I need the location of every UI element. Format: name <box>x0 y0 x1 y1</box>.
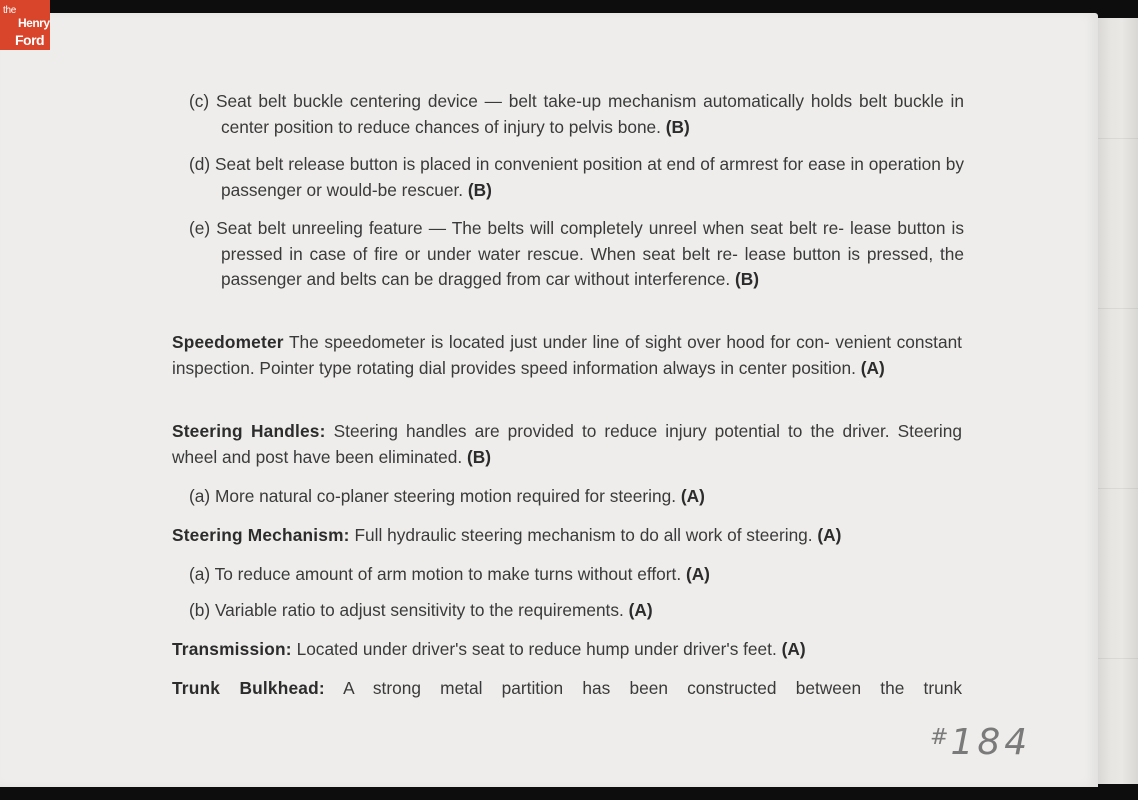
section-text: Full hydraulic steering mechanism to do all work of steering. <box>354 525 813 545</box>
logo-ford: Ford <box>15 32 45 48</box>
section-heading: Steering Handles: <box>172 421 326 441</box>
section-tag: (A) <box>817 525 842 545</box>
section-text: A strong metal partition has been constructed between the trunk <box>343 678 962 698</box>
item-letter: (c) <box>189 91 210 111</box>
henry-ford-logo <box>0 0 50 50</box>
item-tag: (A) <box>628 600 653 620</box>
item-e-seat-belt-unreeling <box>189 216 964 293</box>
item-tag: (B) <box>665 116 690 137</box>
section-heading: Speedometer <box>172 332 284 352</box>
item-text: Seat belt buckle centering device — belt take-up mechanism automatically holds belt buckle in center position to reduce chances of injury to pelvis bone. <box>216 91 964 137</box>
item-text: Seat belt release button is placed in convenient position at end of armrest for ease in operation by passenger or would-be rescuer. <box>215 154 964 200</box>
section-text: The speedometer is located just under line of sight over hood for con- venient constant inspection. Pointer type rotating dial provides speed information always in center position. <box>172 332 962 378</box>
section-text: Steering handles are provided to reduce injury potential to the driver. Steering wheel and post have been eliminated. <box>172 421 962 467</box>
item-c-seat-belt-buckle <box>189 89 964 140</box>
section-trunk-bulkhead <box>172 676 962 702</box>
item-b-variable-ratio <box>189 598 964 624</box>
section-tag: (A) <box>860 357 885 378</box>
item-text: Seat belt unreeling feature — The belts will completely unreel when seat belt re- lease button is pressed in case of fire or under water rescue. When seat belt re- lease button is pressed, the passenger and belts can be dragged from car without interference. <box>216 218 964 289</box>
item-tag: (A) <box>680 486 705 506</box>
page-number-value: 184 <box>950 722 1032 763</box>
section-tag: (A) <box>781 639 806 659</box>
item-text: To reduce amount of arm motion to make turns without effort. <box>214 564 682 584</box>
item-letter: (a) <box>189 564 211 584</box>
section-heading: Steering Mechanism: <box>172 525 350 545</box>
item-a-arm-motion <box>189 562 964 588</box>
item-tag: (B) <box>467 179 492 200</box>
section-text: Located under driver's seat to reduce hump under driver's feet. <box>296 639 777 659</box>
handwritten-page-number <box>930 722 1031 763</box>
item-text: Variable ratio to adjust sensitivity to the requirements. <box>214 600 624 620</box>
item-tag: (B) <box>734 269 759 289</box>
logo-henry: Henry <box>18 16 50 30</box>
section-tag: (B) <box>466 446 491 467</box>
item-text: More natural co-planer steering motion required for steering. <box>214 486 677 506</box>
section-transmission <box>172 637 962 663</box>
hash-mark: # <box>930 725 951 750</box>
section-steering-mechanism <box>172 523 962 549</box>
item-d-seat-belt-release <box>189 152 964 203</box>
item-letter: (d) <box>189 154 211 174</box>
logo-the: the <box>3 5 17 16</box>
section-heading: Trunk Bulkhead: <box>172 678 325 698</box>
page-stack-edge <box>1098 18 1138 784</box>
item-letter: (b) <box>189 600 211 620</box>
section-heading: Transmission: <box>172 639 292 659</box>
item-letter: (e) <box>189 218 211 238</box>
section-speedometer <box>172 330 962 381</box>
section-steering-handles <box>172 419 962 470</box>
item-a-coplaner-steering <box>189 484 964 510</box>
item-tag: (A) <box>685 564 710 584</box>
item-letter: (a) <box>189 486 211 506</box>
